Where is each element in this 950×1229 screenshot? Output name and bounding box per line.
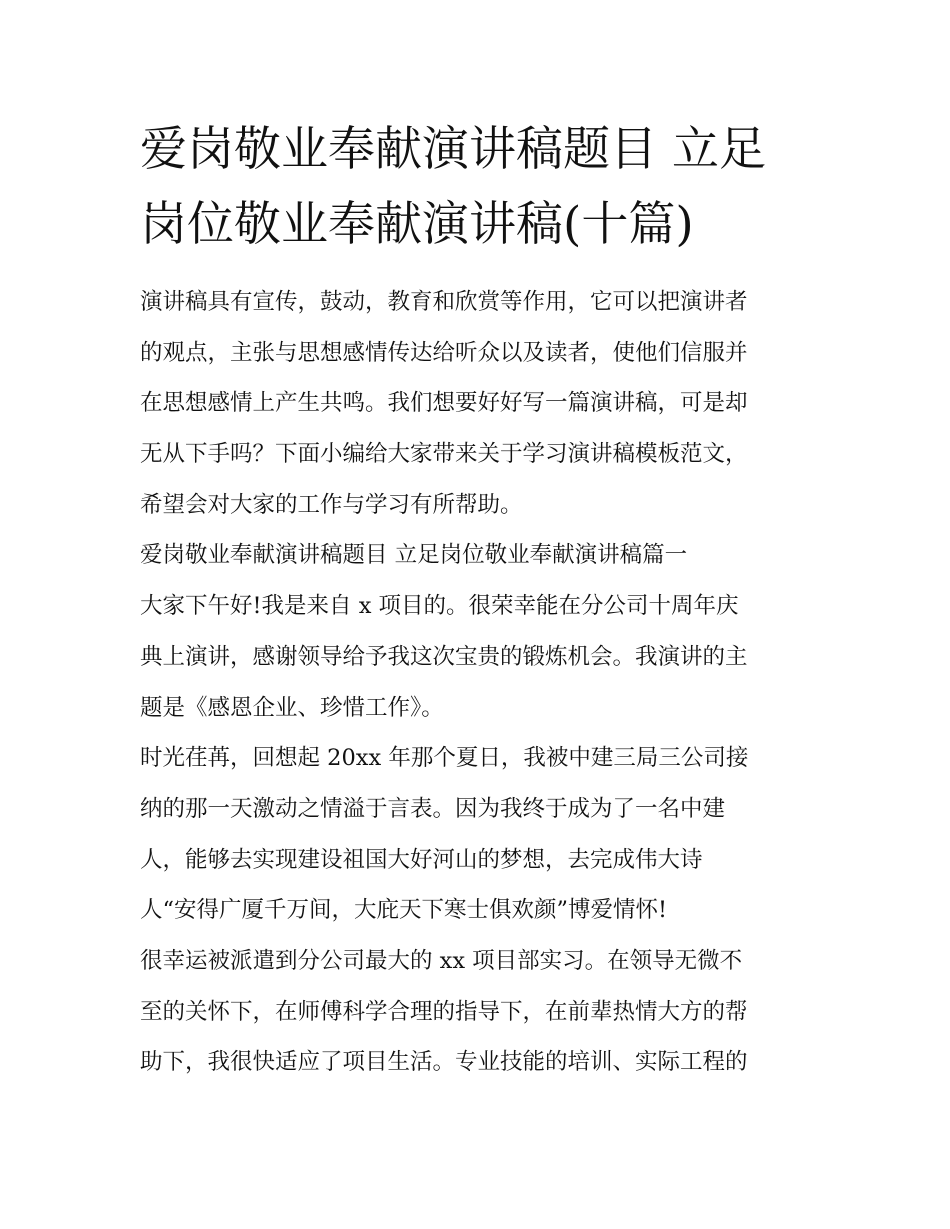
document-title [140, 112, 830, 262]
body-line: 的观点，主张与思想感情传达给听众以及读者，使他们信服并 [140, 339, 748, 366]
title-line: 岗位敬业奉献演讲稿(十篇) [140, 197, 694, 252]
section-heading: 爱岗敬业奉献演讲稿题目 立足岗位敬业奉献演讲稿篇一 [140, 542, 688, 569]
body-line: 在思想感情上产生共鸣。我们想要好好写一篇演讲稿，可是却 [140, 390, 748, 417]
title-line: 爱岗敬业奉献演讲稿题目 立足 [140, 122, 766, 177]
body-line: 演讲稿具有宣传，鼓动，教育和欣赏等作用，它可以把演讲者 [140, 289, 748, 315]
body-line: 无从下手吗？下面小编给大家带来关于学习演讲稿模板范文， [140, 441, 748, 468]
body-line: 助下，我很快适应了项目生活。专业技能的培训、实际工程的 [140, 1049, 748, 1076]
body-line: 人“安得广厦千万间，大庇天下寒士俱欢颜”博爱情怀! [140, 897, 668, 924]
body-line: 典上演讲，感谢领导给予我这次宝贵的锻炼机会。我演讲的主 [140, 643, 748, 670]
document-body [140, 277, 840, 1088]
body-line: 题是《感恩企业、珍惜工作》。 [140, 694, 444, 721]
body-line: 人，能够去实现建设祖国大好河山的梦想，去完成伟大诗 [140, 846, 703, 873]
body-line: 希望会对大家的工作与学习有所帮助。 [140, 491, 523, 518]
body-line: 至的关怀下，在师傅科学合理的指导下，在前辈热情大方的帮 [140, 998, 748, 1025]
body-line: 纳的那一天激动之情溢于言表。因为我终于成为了一名中建 [140, 795, 726, 822]
body-line: 大家下午好!我是来自 x 项目的。很荣幸能在分公司十周年庆 [140, 593, 739, 620]
body-line: 很幸运被派遣到分公司最大的 xx 项目部实习。在领导无微不 [140, 947, 743, 974]
body-line: 时光荏苒，回想起 20xx 年那个夏日，我被中建三局三公司接 [140, 745, 749, 772]
